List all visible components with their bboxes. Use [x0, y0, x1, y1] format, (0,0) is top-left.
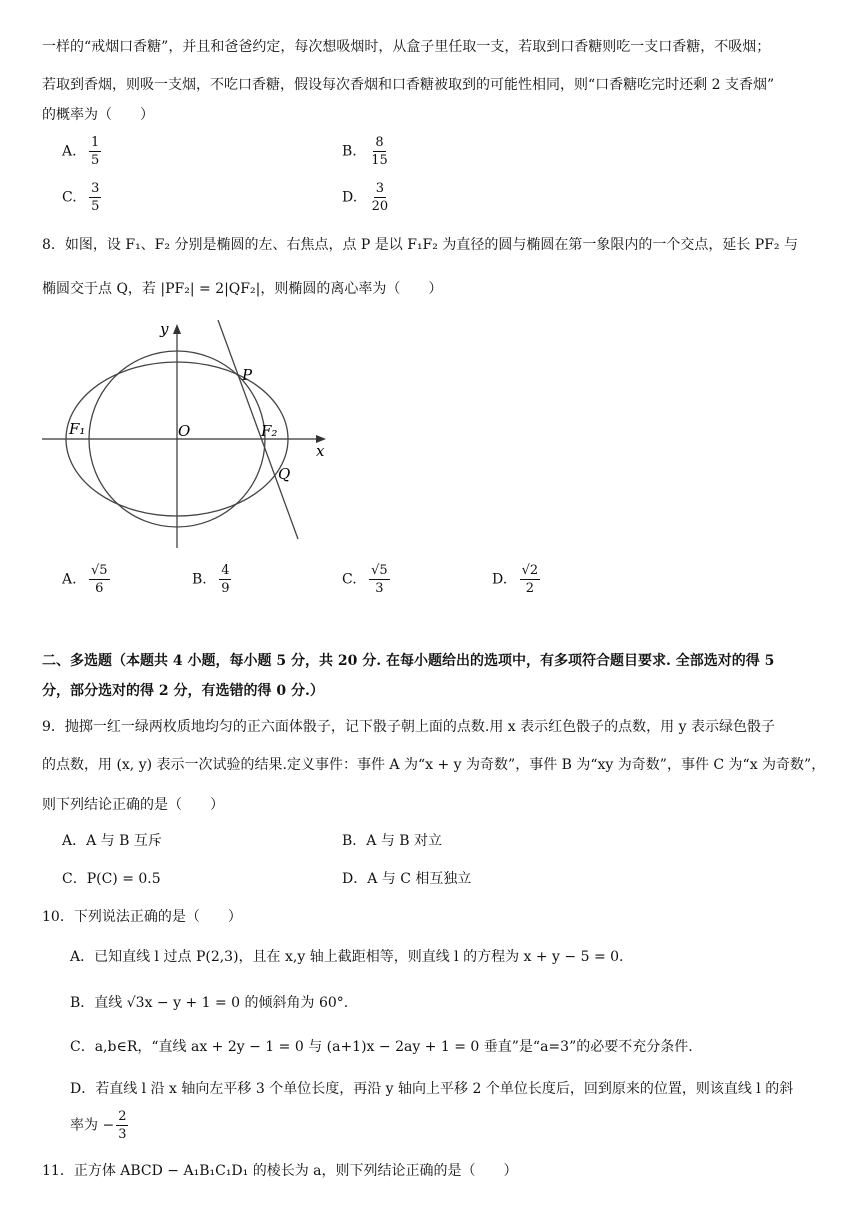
q10-option-d-denominator: 3: [118, 1127, 127, 1142]
q10-stem: 10．下列说法正确的是（ ）: [42, 909, 242, 925]
q7-option-d-denominator: 20: [371, 199, 389, 214]
q7-text-line-3: 的概率为（ ）: [42, 107, 154, 123]
q10-option-d-line-2: 率为 − $\frac{2}{3}$: [70, 1109, 127, 1142]
q8-option-d-denominator: 2: [525, 581, 535, 596]
q7-option-c: C. $\frac{3}{5}$: [62, 181, 100, 214]
origin-label: O: [178, 422, 191, 440]
q10-option-d-line-1: D．若直线 l 沿 x 轴向左平移 3 个单位长度，再沿 y 轴向上平移 2 个单位长度后，回到原来的位置，则该直线 l 的斜: [70, 1081, 794, 1097]
q7-option-d-numerator: 3: [375, 181, 385, 196]
q9-text-line-3: 则下列结论正确的是（ ）: [42, 797, 224, 813]
q8-option-b: B. $\frac{4}{9}$: [192, 563, 230, 596]
q9-option-b: B．A 与 B 对立: [342, 833, 443, 849]
q11-stem: 11．正方体 ABCD − A₁B₁C₁D₁ 的棱长为 a，则下列结论正确的是（ ）: [42, 1163, 518, 1179]
q7-option-b-numerator: 8: [375, 135, 384, 150]
q7-option-a-denominator: 5: [91, 153, 100, 168]
q8-option-c-denominator: 3: [375, 581, 384, 596]
q7-option-b-denominator: 15: [371, 153, 388, 168]
point-q-label: Q: [278, 465, 291, 483]
q8-option-c-numerator: √5: [371, 563, 388, 578]
q10-option-b: B．直线 √3x − y + 1 = 0 的倾斜角为 60°.: [70, 995, 349, 1011]
point-p-label: P: [242, 366, 253, 384]
q9-option-a: A．A 与 B 互斥: [62, 833, 162, 849]
x-axis-label: x: [316, 442, 325, 460]
q8-option-c: C. $\frac{√5}{3}$: [342, 563, 388, 596]
focus-f1-label: F₁: [69, 420, 86, 438]
q7-text-line-2: 若取到香烟，则吸一支烟，不吃口香糖，假设每次香烟和口香糖被取到的可能性相同，则“口香糖吃完时还剩 2 支香烟”: [42, 77, 775, 93]
section-2-heading-line-1: 二、多选题（本题共 4 小题，每小题 5 分，共 20 分. 在每小题给出的选项中，有多项符合题目要求. 全部选对的得 5: [42, 653, 775, 669]
q7-option-c-numerator: 3: [91, 181, 100, 196]
focus-f2-label: F₂: [261, 422, 278, 440]
q7-option-a: A. $\frac{1}{5}$: [62, 135, 100, 168]
q9-text-line-1: 9．抛掷一红一绿两枚质地均匀的正六面体骰子，记下骰子朝上面的点数.用 x 表示红色骰子的点数，用 y 表示绿色骰子: [42, 719, 775, 735]
q8-option-a-denominator: 6: [95, 581, 104, 596]
q7-text-line-1: 一样的“戒烟口香糖”，并且和爸爸约定，每次想吸烟时，从盒子里任取一支，若取到口香糖则吃一支口香糖，不吸烟；: [42, 39, 771, 55]
q9-option-d: D．A 与 C 相互独立: [342, 871, 472, 887]
y-axis-label: y: [160, 320, 169, 338]
y-axis-arrow: [173, 324, 181, 334]
q8-option-a-numerator: √5: [91, 563, 108, 578]
q9-text-line-2: 的点数，用 (x, y) 表示一次试验的结果.定义事件：事件 A 为“x + y 为奇数”，事件 B 为“xy 为奇数”，事件 C 为“x 为奇数”，: [42, 757, 826, 773]
q9-option-c: C．P(C) = 0.5: [62, 871, 161, 887]
q7-option-c-denominator: 5: [91, 199, 100, 214]
q8-option-b-denominator: 9: [221, 581, 230, 596]
q7-option-a-numerator: 1: [91, 135, 100, 150]
q7-option-d: D. $\frac{3}{20}$: [342, 181, 389, 214]
section-2-heading-line-2: 分，部分选对的得 2 分，有选错的得 0 分.）: [42, 683, 324, 699]
q8-text-line-2: 椭圆交于点 Q，若 |PF₂| = 2|QF₂|，则椭圆的离心率为（ ）: [42, 281, 443, 297]
q8-option-a: A. $\frac{√5}{6}$: [62, 563, 108, 596]
q8-option-b-numerator: 4: [221, 563, 230, 578]
q10-option-d-numerator: 2: [118, 1109, 127, 1124]
q10-option-c: C．a,b∈R，“直线 ax + 2y − 1 = 0 与 (a+1)x − 2ay + 1 = 0 垂直”是“a=3”的必要不充分条件.: [70, 1039, 693, 1055]
ellipse-circle-figure: [38, 316, 338, 556]
q8-option-d-numerator: √2: [521, 563, 539, 578]
q8-text-line-1: 8．如图，设 F₁、F₂ 分别是椭圆的左、右焦点，点 P 是以 F₁F₂ 为直径的圆与椭圆在第一象限内的一个交点，延长 PF₂ 与: [42, 237, 798, 253]
q8-option-d: D. $\frac{√2}{2}$: [492, 563, 539, 596]
q10-option-a: A．已知直线 l 过点 P(2,3)，且在 x,y 轴上截距相等，则直线 l 的方程为 x + y − 5 = 0.: [70, 949, 624, 965]
q7-option-b: B. $\frac{8}{15}$: [342, 135, 388, 168]
